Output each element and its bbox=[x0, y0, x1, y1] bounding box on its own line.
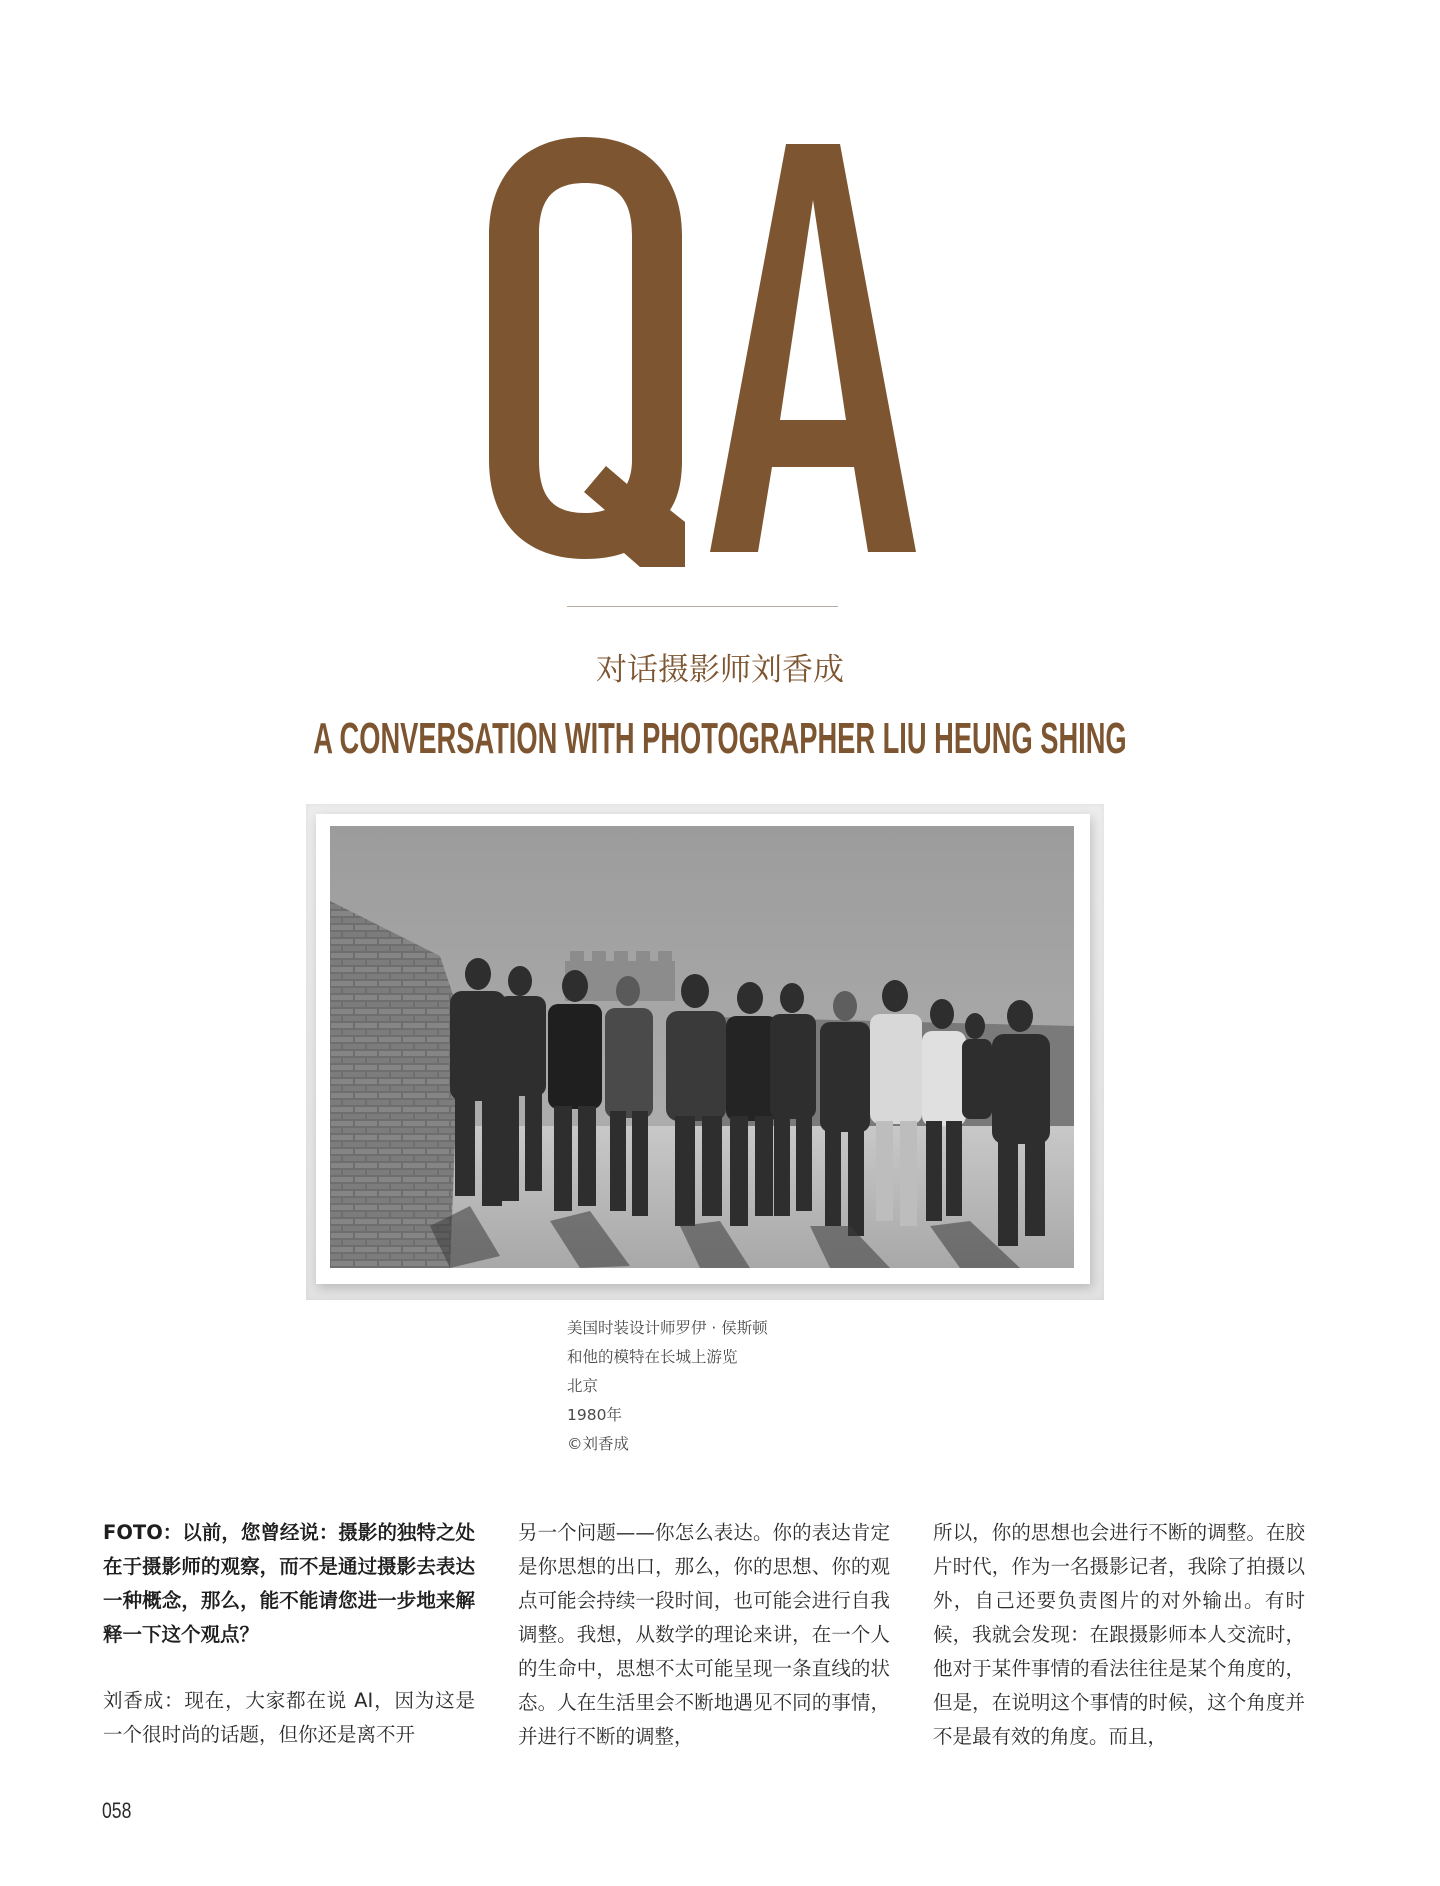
photo-illustration bbox=[330, 826, 1074, 1268]
caption-line: 美国时装设计师罗伊 · 侯斯顿 bbox=[567, 1319, 768, 1337]
interview-answer-start: 刘香成：现在，大家都在说 AI，因为这是一个很时尚的话题，但你还是离不开 bbox=[103, 1689, 475, 1746]
article-column-3 bbox=[933, 1516, 1305, 1754]
caption-line: 和他的模特在长城上游览 bbox=[567, 1348, 738, 1366]
interview-question: FOTO：以前，您曾经说：摄影的独特之处在于摄影师的观察，而不是通过摄影去表达一种概念，那么，能不能请您进一步地来解释一下这个观点？ bbox=[103, 1521, 475, 1646]
subtitle-english: A CONVERSATION WITH PHOTOGRAPHER LIU HEUNG SHING bbox=[313, 714, 1127, 763]
article-column-1 bbox=[103, 1516, 475, 1752]
subtitle-chinese: 对话摄影师刘香成 bbox=[596, 652, 844, 688]
caption-line: 1980年 bbox=[567, 1406, 622, 1424]
caption-line: ©刘香成 bbox=[567, 1435, 630, 1453]
page-number: 058 bbox=[102, 1798, 132, 1823]
qa-letters-graphic bbox=[480, 130, 930, 570]
qa-display-title bbox=[480, 130, 930, 570]
caption-line: 北京 bbox=[567, 1377, 599, 1395]
subtitle-english-wrapper bbox=[0, 714, 1440, 764]
article-column-2 bbox=[518, 1516, 890, 1754]
title-divider bbox=[567, 606, 838, 607]
great-wall-photo bbox=[330, 826, 1074, 1268]
interview-answer-continued: 所以，你的思想也会进行不断的调整。在胶片时代，作为一名摄影记者，我除了拍摄以外，自己还要负责图片的对外输出。有时候，我就会发现：在跟摄影师本人交流时，他对于某件事情的看法往往是某个角度的，但是，在说明这个事情的时候，这个角度并不是最有效的角度。而且， bbox=[933, 1521, 1305, 1748]
interview-answer-continued: 另一个问题——你怎么表达。你的表达肯定是你思想的出口，那么，你的思想、你的观点可能会持续一段时间，也可能会进行自我调整。我想，从数学的理论来讲，在一个人的生命中，思想不太可能呈现一条直线的状态。人在生活里会不断地遇见不同的事情，并进行不断的调整， bbox=[518, 1521, 890, 1748]
photo-caption bbox=[567, 1314, 768, 1459]
